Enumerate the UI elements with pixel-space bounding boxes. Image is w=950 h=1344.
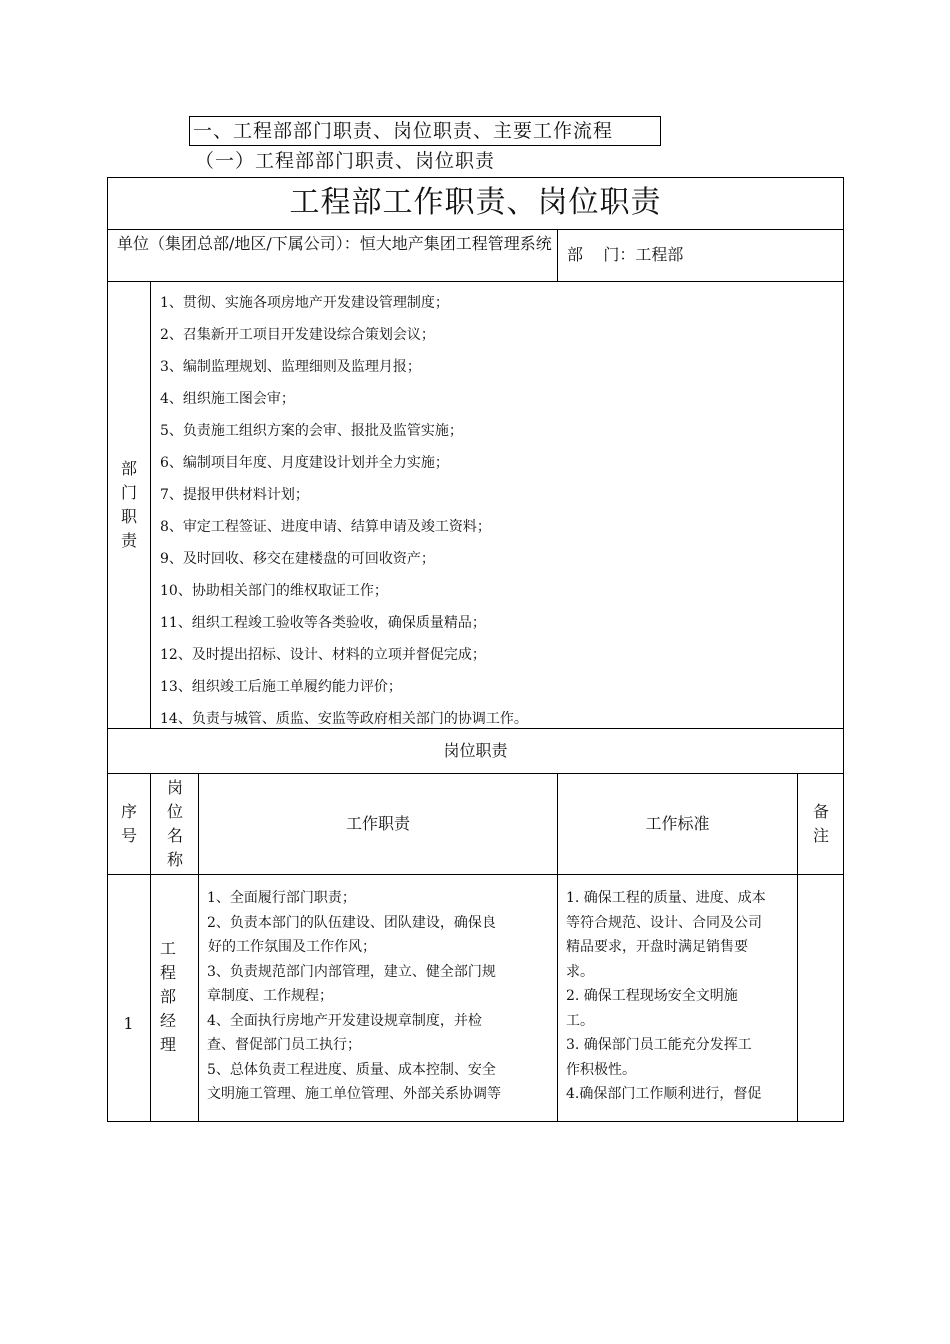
standard-line: 3. 确保部门员工能充分发挥工 bbox=[566, 1037, 752, 1053]
header-post: 岗 位 名 称 bbox=[166, 778, 183, 869]
header-remark: 备 注 bbox=[812, 802, 829, 845]
header-standard: 工作标准 bbox=[645, 814, 710, 833]
list-item: 5、负责施工组织方案的会审、报批及监管实施； bbox=[160, 423, 463, 439]
table-rule bbox=[150, 773, 151, 1122]
unit-cell: 单位（集团总部/地区/下属公司）：恒大地产集团工程管理系统 bbox=[117, 234, 552, 253]
dept-cell: 部 门：工程部 bbox=[567, 245, 684, 264]
standard-line: 等符合规范、设计、合同及公司 bbox=[566, 914, 762, 931]
list-item: 12、及时提出招标、设计、材料的立项并督促完成； bbox=[160, 647, 486, 663]
standard-line: 工。 bbox=[566, 1012, 594, 1029]
standard-line: 4.确保部门工作顺利进行，督促 bbox=[566, 1086, 762, 1102]
table-rule bbox=[107, 281, 844, 282]
list-item: 10、协助相关部门的维权取证工作； bbox=[160, 583, 388, 599]
table-rule bbox=[107, 229, 844, 230]
list-item: 4、组织施工图会审； bbox=[160, 391, 295, 407]
header-seq: 序 号 bbox=[120, 802, 137, 845]
row-seq: 1 bbox=[123, 1014, 134, 1033]
dept-duties-list bbox=[160, 290, 528, 738]
row-duty bbox=[207, 886, 501, 1107]
list-item: 3、编制监理规划、监理细则及监理月报； bbox=[160, 359, 421, 375]
row-post: 工 程 部 经 理 bbox=[159, 939, 176, 1054]
dept-duties-label: 部 门 职 责 bbox=[120, 459, 137, 550]
header-duty: 工作职责 bbox=[345, 814, 410, 833]
duty-line: 查、督促部门员工执行； bbox=[207, 1037, 361, 1053]
table-rule bbox=[797, 773, 798, 1122]
duty-line: 文明施工管理、施工单位管理、外部关系协调等 bbox=[207, 1086, 501, 1102]
post-section-title: 岗位职责 bbox=[443, 741, 508, 760]
list-item: 9、及时回收、移交在建楼盘的可回收资产； bbox=[160, 551, 435, 567]
table-rule bbox=[150, 281, 151, 728]
list-item: 2、召集新开工项目开发建设综合策划会议； bbox=[160, 327, 435, 343]
duty-line: 5、总体负责工程进度、质量、成本控制、安全 bbox=[207, 1061, 496, 1078]
standard-line: 作积极性。 bbox=[566, 1061, 636, 1078]
section-heading-1: 一、工程部部门职责、岗位职责、主要工作流程 bbox=[189, 116, 661, 146]
standard-line: 2. 确保工程现场安全文明施 bbox=[566, 988, 738, 1004]
duty-line: 4、全面执行房地产开发建设规章制度，并检 bbox=[207, 1012, 482, 1029]
list-item: 11、组织工程竣工验收等各类验收，确保质量精品； bbox=[160, 615, 486, 631]
table-rule bbox=[107, 874, 844, 875]
list-item: 8、审定工程签证、进度申请、结算申请及竣工资料； bbox=[160, 519, 491, 535]
duty-line: 2、负责本部门的队伍建设、团队建设，确保良 bbox=[207, 914, 496, 931]
table-rule bbox=[557, 229, 558, 281]
list-item: 13、组织竣工后施工单履约能力评价； bbox=[160, 679, 402, 695]
section-heading-2: （一）工程部部门职责、岗位职责 bbox=[195, 150, 496, 172]
list-item: 7、提报甲供材料计划； bbox=[160, 487, 309, 503]
row-standard bbox=[566, 886, 766, 1107]
table-title: 工程部工作职责、岗位职责 bbox=[289, 185, 662, 220]
list-item: 6、编制项目年度、月度建设计划并全力实施； bbox=[160, 455, 449, 471]
standard-line: 求。 bbox=[566, 963, 594, 980]
standard-line: 精品要求，开盘时满足销售要 bbox=[566, 939, 748, 955]
list-item: 14、负责与城管、质监、安监等政府相关部门的协调工作。 bbox=[160, 711, 528, 727]
duty-line: 1、全面履行部门职责； bbox=[207, 890, 356, 906]
duty-line: 章制度、工作规程； bbox=[207, 988, 333, 1004]
duty-line: 好的工作氛围及工作作风； bbox=[208, 939, 376, 955]
standard-line: 1. 确保工程的质量、进度、成本 bbox=[566, 890, 766, 906]
duty-line: 3、负责规范部门内部管理，建立、健全部门规 bbox=[207, 963, 496, 980]
list-item: 1、贯彻、实施各项房地产开发建设管理制度； bbox=[160, 295, 449, 311]
